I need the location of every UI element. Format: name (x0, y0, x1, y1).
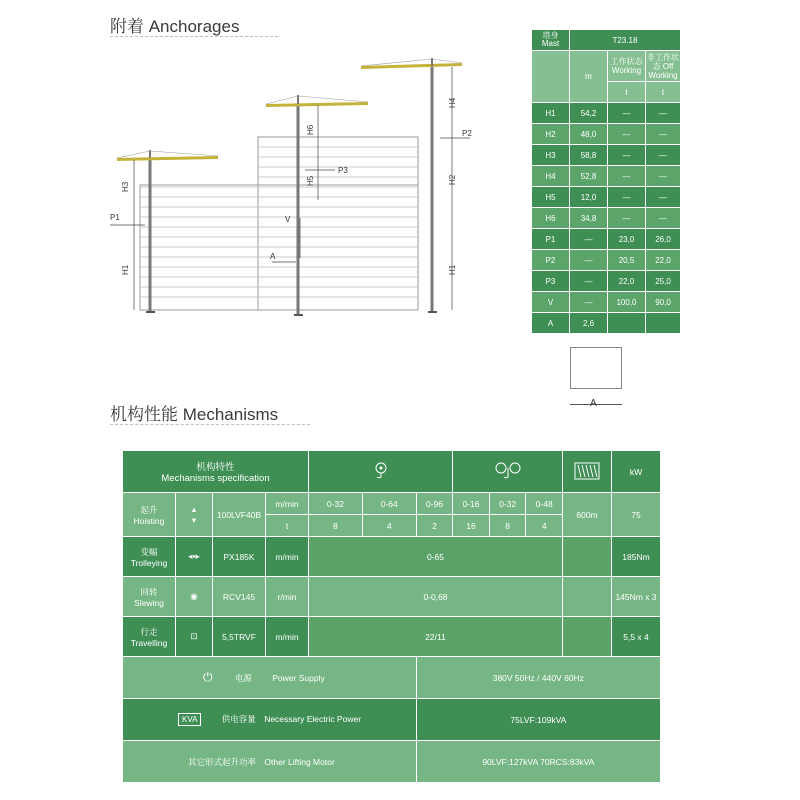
anchorage-cell-w: 20,5 (608, 250, 646, 271)
slewing-name: 回转 Slewing (123, 577, 176, 617)
anchorage-cell-w: 100,0 (608, 292, 646, 313)
label-p2: P2 (462, 129, 472, 138)
slewing-icon: ◉ (190, 591, 198, 601)
travelling-name: 行走 Travelling (123, 617, 176, 657)
anchorage-table (531, 29, 681, 334)
anchorage-cell-w: — (608, 187, 646, 208)
hoisting-load-3: 2 (416, 515, 453, 537)
anchorage-cell-name: H1 (532, 103, 570, 124)
power-supply-value: 380V 50Hz / 440V 60Hz (416, 657, 660, 699)
label-a: A (270, 252, 276, 261)
trolleying-model: PX185K (213, 537, 266, 577)
label-p1: P1 (110, 213, 120, 222)
trolley-arrows-icon: ◂▪▸ (188, 551, 200, 561)
anchorage-cell-w: — (608, 103, 646, 124)
anchorage-cell-o: — (646, 145, 681, 166)
anchorage-cell-w: — (608, 124, 646, 145)
building-block (140, 137, 418, 310)
off-working-header: 非工作状态 Off Working (647, 52, 679, 80)
label-h1-right: H1 (448, 264, 457, 275)
anchorage-cell-name: H6 (532, 208, 570, 229)
power-supply-cn: 电源 (234, 673, 252, 683)
trolleying-power: 185Nm (612, 537, 661, 577)
spec-label: 机构特性 Mechanisms specification (123, 451, 309, 493)
anchorage-cell-o: 25,0 (646, 271, 681, 292)
label-h3: H3 (121, 181, 130, 192)
label-h6: H6 (306, 124, 315, 135)
power-supply-en: Power Supply (272, 673, 325, 683)
hoisting-load-5: 8 (489, 515, 526, 537)
trolleying-name: 变幅 Trolleying (123, 537, 176, 577)
label-h5: H5 (306, 175, 315, 186)
anchorage-cell-name: V (532, 292, 570, 313)
anchorage-cell-o: — (646, 187, 681, 208)
electric-power-cn: 供电容量 (221, 714, 256, 724)
hoisting-load-4: 16 (453, 515, 490, 537)
anchorage-cell-o: 22,0 (646, 250, 681, 271)
anchorage-cell-o: — (646, 103, 681, 124)
label-h4: H4 (448, 97, 457, 108)
hook-double-icon (492, 460, 524, 482)
slewing-speed: 0-0,68 (309, 577, 563, 617)
hoisting-drum: 600m (563, 493, 612, 537)
anchorage-cell-name: H4 (532, 166, 570, 187)
electric-power-en: Necessary Electric Power (264, 714, 362, 724)
anchorage-cell-m: 54,2 (570, 103, 608, 124)
travelling-model: 5,5TRVF (213, 617, 266, 657)
slewing-unit: r/min (266, 577, 309, 617)
hoisting-speed-2: 0-64 (362, 493, 416, 515)
hoisting-load-2: 4 (362, 515, 416, 537)
mast-model: T23.18 (570, 30, 681, 51)
slewing-model: RCV145 (213, 577, 266, 617)
hoisting-speed-4: 0-16 (453, 493, 490, 515)
anchorage-cell-name: P2 (532, 250, 570, 271)
hoisting-load-6: 4 (526, 515, 563, 537)
drum-icon (573, 461, 601, 481)
label-h1-left: H1 (121, 264, 130, 275)
kw-header: kW (612, 451, 661, 493)
travelling-unit: m/min (266, 617, 309, 657)
label-v: V (285, 215, 291, 224)
anchorage-cell-w: 22,0 (608, 271, 646, 292)
anchorage-cell-o: 26,0 (646, 229, 681, 250)
anchorage-cell-w: — (608, 166, 646, 187)
hoisting-speed-1: 0-32 (309, 493, 363, 515)
anchorage-cell-w: — (608, 145, 646, 166)
mechanisms-table (122, 450, 661, 783)
anchorage-cell-m: — (570, 250, 608, 271)
anchorage-cell-m: 52,8 (570, 166, 608, 187)
hoisting-unit-speed: m/min (266, 493, 309, 515)
label-p3: P3 (338, 166, 348, 175)
anchorage-cell-m: 12,0 (570, 187, 608, 208)
anchorage-cell-m: 58,8 (570, 145, 608, 166)
kva-badge: KVA (178, 713, 201, 726)
power-plug-icon: ⏻ (203, 670, 213, 684)
mechanisms-title: 机构性能 Mechanisms (110, 405, 279, 424)
anchorage-cell-name: P3 (532, 271, 570, 292)
anchorage-cell-name: H3 (532, 145, 570, 166)
anchorage-cell-m: — (570, 229, 608, 250)
anchorage-cell-name: H2 (532, 124, 570, 145)
unit-t-off: t (646, 82, 681, 103)
anchorage-cell-w (608, 313, 646, 334)
hoisting-load-1: 8 (309, 515, 363, 537)
hook-single-icon (371, 460, 391, 482)
anchorages-title: 附着 Anchorages (110, 17, 240, 36)
mechanisms-divider (110, 424, 310, 425)
other-motor-cn: 其它形式起升功率 (188, 756, 257, 767)
other-motor-en: Other Lifting Motor (264, 756, 335, 767)
working-header: 工作状态 Working (608, 51, 646, 82)
unit-m: m (570, 51, 608, 103)
anchorage-cell-m: — (570, 292, 608, 313)
anchorage-cell-m: 2,6 (570, 313, 608, 334)
hoisting-unit-t: t (266, 515, 309, 537)
travelling-speed: 22/11 (309, 617, 563, 657)
hoisting-speed-3: 0-96 (416, 493, 453, 515)
anchorage-cell-o (646, 313, 681, 334)
anchorage-cell-w: — (608, 208, 646, 229)
trolleying-unit: m/min (266, 537, 309, 577)
up-down-arrows-icon: ▴ ▾ (191, 503, 197, 525)
hoisting-model: 100LVF40B (213, 493, 266, 537)
anchorage-cell-w: 23,0 (608, 229, 646, 250)
hoisting-speed-5: 0-32 (489, 493, 526, 515)
travelling-power: 5,5 x 4 (612, 617, 661, 657)
other-motor-value: 90LVF:127kVA 70RCS:83kVA (416, 741, 660, 783)
anchorage-cell-name: P1 (532, 229, 570, 250)
label-h2: H2 (448, 174, 457, 185)
anchorage-cell-m: 48,0 (570, 124, 608, 145)
anchorage-cell-m: — (570, 271, 608, 292)
travelling-icon: ⊡ (190, 631, 198, 641)
a-dimension-box (570, 347, 622, 389)
slewing-power: 145Nm x 3 (612, 577, 661, 617)
mast-label: 塔身 Mast (532, 30, 570, 51)
anchorage-cell-m: 34,8 (570, 208, 608, 229)
a-dimension-label: A (590, 398, 597, 409)
anchorage-cell-o: 90,0 (646, 292, 681, 313)
electric-power-value: 75LVF:109kVA (416, 699, 660, 741)
anchorage-cell-o: — (646, 208, 681, 229)
unit-t-working: t (608, 82, 646, 103)
anchorage-cell-o: — (646, 124, 681, 145)
trolleying-speed: 0-65 (309, 537, 563, 577)
anchorage-cell-o: — (646, 166, 681, 187)
anchorage-cell-name: A (532, 313, 570, 334)
hoisting-kw: 75 (612, 493, 661, 537)
anchorage-cell-name: H5 (532, 187, 570, 208)
hoisting-speed-6: 0-48 (526, 493, 563, 515)
hoisting-name: 起升 Hoisting (123, 493, 176, 537)
